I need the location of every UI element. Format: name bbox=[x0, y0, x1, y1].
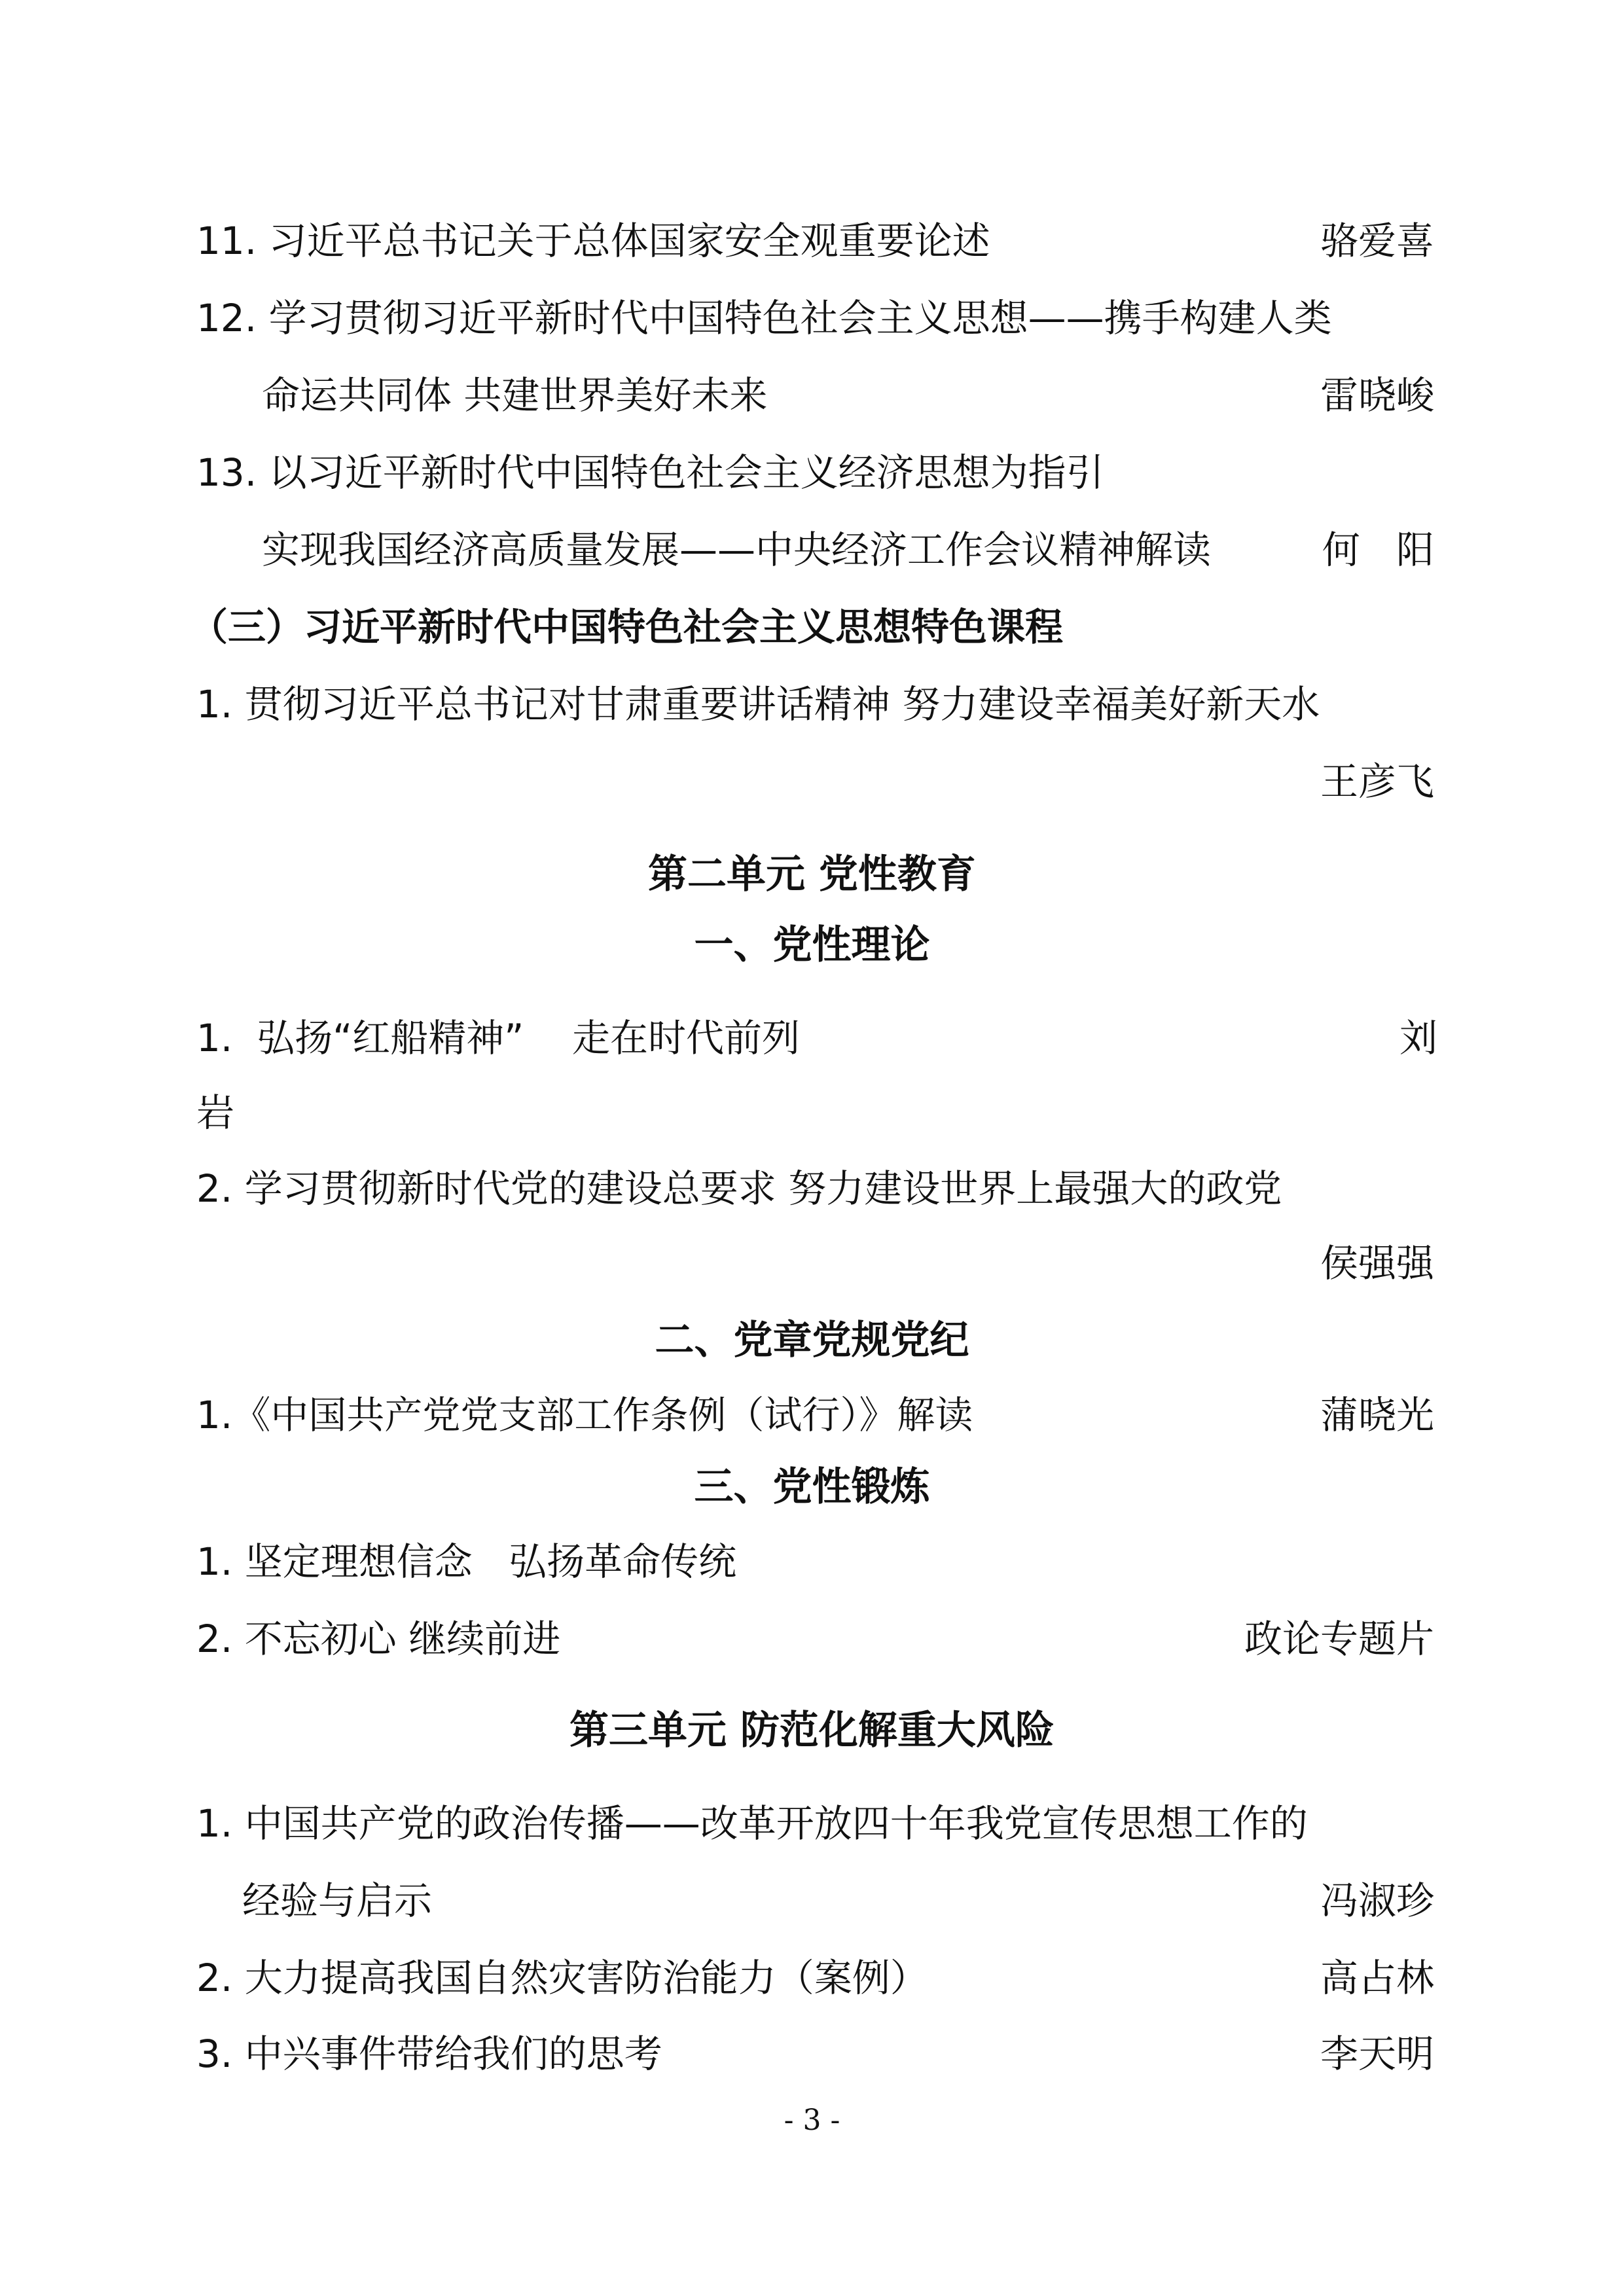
unit-3-heading: 第三单元 防范化解重大风险 bbox=[569, 1708, 1055, 1753]
item-13-author: 何 阳 bbox=[1322, 528, 1434, 572]
unit-3-item-3-author: 李天明 bbox=[1320, 2032, 1434, 2076]
unit-3-item-2-title: 2. 大力提高我国自然灾害防治能力（案例） bbox=[196, 1956, 928, 2000]
unit-2-sub-1-item-1-title: 1. 弘扬“红船精神” 走在时代前列 bbox=[196, 1016, 801, 1060]
item-12-title-line1: 12. 学习贯彻习近平新时代中国特色社会主义思想——携手构建人类 bbox=[196, 296, 1332, 340]
item-11-author: 骆爱喜 bbox=[1320, 219, 1434, 263]
item-12-author: 雷晓峻 bbox=[1320, 373, 1434, 418]
unit-3-item-2-author: 高占林 bbox=[1320, 1956, 1434, 2000]
unit-3-item-1-title-line2: 经验与启示 bbox=[242, 1878, 433, 1923]
unit-2-sub-1-item-1-author-part2: 岩 bbox=[196, 1090, 235, 1135]
unit-2-sub-1-heading: 一、党性理论 bbox=[694, 922, 930, 968]
unit-2-sub-2-heading: 二、党章党规党纪 bbox=[655, 1318, 969, 1363]
item-13-title-line2: 实现我国经济高质量发展——中央经济工作会议精神解读 bbox=[262, 528, 1212, 572]
unit-2-sub-3-item-2-author: 政论专题片 bbox=[1244, 1617, 1434, 1661]
unit-2-sub-3-heading: 三、党性锻炼 bbox=[694, 1464, 930, 1510]
page-number: - 3 - bbox=[784, 2104, 840, 2137]
section-3-heading: （三）习近平新时代中国特色社会主义思想特色课程 bbox=[190, 605, 1064, 649]
unit-2-heading: 第二单元 党性教育 bbox=[648, 852, 976, 897]
section-3-item-1-title: 1. 贯彻习近平总书记对甘肃重要讲话精神 努力建设幸福美好新天水 bbox=[196, 682, 1320, 726]
unit-3-item-3-title: 3. 中兴事件带给我们的思考 bbox=[196, 2032, 662, 2076]
unit-2-sub-1-item-1-author-part1: 刘 bbox=[1399, 1016, 1437, 1060]
item-12-title-line2: 命运共同体 共建世界美好未来 bbox=[262, 373, 768, 418]
unit-2-sub-2-item-1-title: 1.《中国共产党党支部工作条例（试行）》解读 bbox=[196, 1393, 973, 1437]
unit-3-item-1-title-line1: 1. 中国共产党的政治传播——改革开放四十年我党宣传思想工作的 bbox=[196, 1801, 1308, 1846]
unit-2-sub-1-item-2-author: 侯强强 bbox=[1320, 1241, 1434, 1285]
item-13-title-line1: 13. 以习近平新时代中国特色社会主义经济思想为指引 bbox=[196, 450, 1104, 495]
unit-2-sub-2-item-1-author: 蒲晓光 bbox=[1320, 1393, 1434, 1437]
item-11-title: 11. 习近平总书记关于总体国家安全观重要论述 bbox=[196, 219, 990, 263]
section-3-item-1-author: 王彦飞 bbox=[1320, 759, 1434, 804]
unit-2-sub-3-item-2-title: 2. 不忘初心 继续前进 bbox=[196, 1617, 561, 1661]
unit-2-sub-3-item-1-title: 1. 坚定理想信念 弘扬革命传统 bbox=[196, 1539, 737, 1584]
unit-2-sub-1-item-2-title: 2. 学习贯彻新时代党的建设总要求 努力建设世界上最强大的政党 bbox=[196, 1166, 1282, 1211]
unit-3-item-1-author: 冯淑珍 bbox=[1320, 1878, 1434, 1923]
